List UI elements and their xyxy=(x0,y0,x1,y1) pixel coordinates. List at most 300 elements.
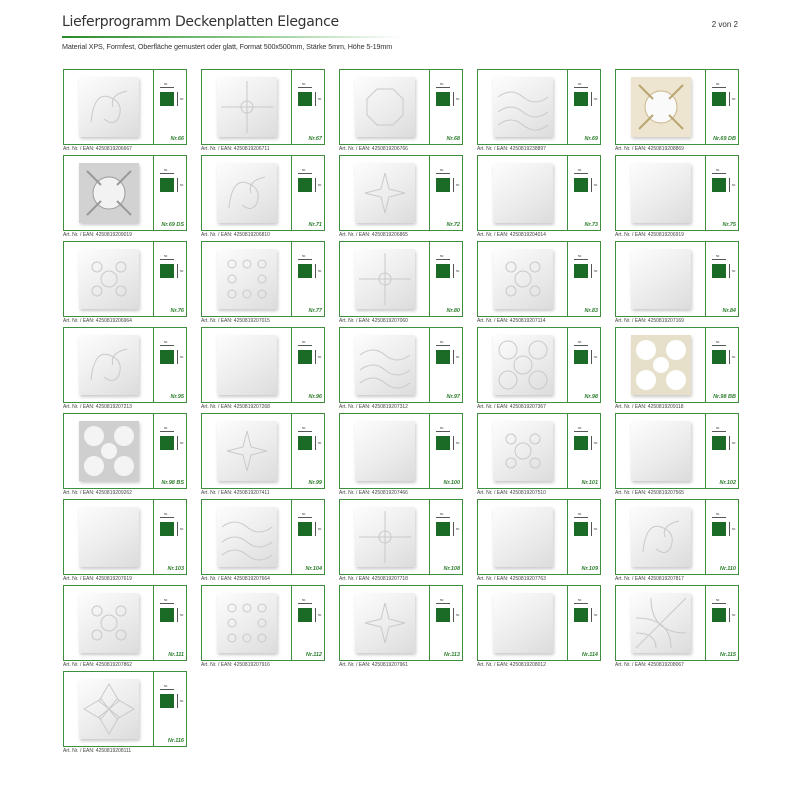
product-card xyxy=(339,241,463,317)
height-dimension-mark xyxy=(729,436,736,450)
ean-number: 4250819207015 xyxy=(233,318,270,324)
material-subtitle: Material XPS, Formfest, Oberfläche gemustert oder glatt, Format 500x500mm, Stärke 5mm, Höhe 5-19mm xyxy=(62,42,393,51)
ean-number: 4250819209262 xyxy=(95,490,132,496)
height-dimension-label: 50 xyxy=(180,97,184,101)
height-dimension-mark xyxy=(315,178,322,192)
ean-line xyxy=(477,576,546,582)
model-number: Nr.84 xyxy=(722,308,736,314)
product-spec-panel xyxy=(430,242,462,316)
height-dimension-label: 50 xyxy=(318,441,322,445)
ean-prefix: Art. Nr. / EAN: xyxy=(201,318,233,324)
height-dimension-label: 50 xyxy=(456,613,460,617)
height-dimension-label: 50 xyxy=(456,527,460,531)
ean-number: 4250819209118 xyxy=(647,404,684,410)
model-number: Nr.97 xyxy=(446,394,460,400)
ean-prefix: Art. Nr. / EAN: xyxy=(477,576,509,582)
ean-number: 4250819207169 xyxy=(647,318,684,324)
tile-size-swatch xyxy=(436,608,450,622)
tile-size-swatch xyxy=(574,522,588,536)
product-photo xyxy=(64,328,154,402)
model-number: Nr.69 DB xyxy=(713,136,736,142)
ean-prefix: Art. Nr. / EAN: xyxy=(63,576,95,582)
product-spec-panel xyxy=(568,328,600,402)
width-dimension-mark xyxy=(160,84,174,88)
product-photo xyxy=(64,414,154,488)
ean-prefix: Art. Nr. / EAN: xyxy=(477,490,509,496)
height-dimension-mark xyxy=(315,608,322,622)
model-number: Nr.71 xyxy=(308,222,322,228)
product-spec-panel xyxy=(154,70,186,144)
product-spec-panel xyxy=(706,156,738,230)
ean-number: 4250819207213 xyxy=(95,404,132,410)
ean-number: 4250819204014 xyxy=(509,232,546,238)
width-dimension-mark xyxy=(436,514,450,518)
model-number: Nr.102 xyxy=(719,480,736,486)
ean-line xyxy=(339,146,408,152)
product-card xyxy=(615,585,739,661)
height-dimension-mark xyxy=(315,436,322,450)
width-dimension-mark xyxy=(712,342,726,346)
model-number: Nr.98 BB xyxy=(713,394,736,400)
ceiling-tile-image xyxy=(493,421,553,481)
ean-number: 4250819206919 xyxy=(647,232,684,238)
width-dimension-label: 50 xyxy=(578,426,582,430)
product-card xyxy=(615,413,739,489)
ean-prefix: Art. Nr. / EAN: xyxy=(339,576,371,582)
ean-line xyxy=(201,490,270,496)
height-dimension-label: 50 xyxy=(594,527,598,531)
model-number: Nr.109 xyxy=(581,566,598,572)
width-dimension-mark xyxy=(298,84,312,88)
ean-line xyxy=(63,318,132,324)
height-dimension-mark xyxy=(453,178,460,192)
width-dimension-label: 50 xyxy=(440,340,444,344)
model-number: Nr.116 xyxy=(167,738,184,744)
model-number: Nr.115 xyxy=(719,652,736,658)
product-card xyxy=(615,155,739,231)
ean-number: 4250819206810 xyxy=(233,232,270,238)
height-dimension-label: 50 xyxy=(180,441,184,445)
ean-number: 4250819207510 xyxy=(509,490,546,496)
width-dimension-label: 50 xyxy=(578,340,582,344)
width-dimension-mark xyxy=(574,600,588,604)
width-dimension-label: 50 xyxy=(164,254,168,258)
product-photo xyxy=(64,586,154,660)
model-number: Nr.113 xyxy=(443,652,460,658)
product-photo xyxy=(340,156,430,230)
height-dimension-label: 50 xyxy=(594,355,598,359)
product-card xyxy=(615,69,739,145)
width-dimension-mark xyxy=(574,514,588,518)
height-dimension-label: 50 xyxy=(732,527,736,531)
width-dimension-label: 50 xyxy=(716,168,720,172)
width-dimension-mark xyxy=(160,600,174,604)
ceiling-tile-image xyxy=(631,249,691,309)
ean-prefix: Art. Nr. / EAN: xyxy=(477,146,509,152)
width-dimension-mark xyxy=(160,686,174,690)
height-dimension-mark xyxy=(591,92,598,106)
height-dimension-mark xyxy=(177,264,184,278)
product-item xyxy=(339,499,463,585)
width-dimension-mark xyxy=(298,600,312,604)
width-dimension-label: 50 xyxy=(578,254,582,258)
height-dimension-mark xyxy=(729,608,736,622)
model-number: Nr.95 xyxy=(170,394,184,400)
model-number: Nr.104 xyxy=(305,566,322,572)
model-number: Nr.112 xyxy=(305,652,322,658)
product-photo xyxy=(202,70,292,144)
ean-prefix: Art. Nr. / EAN: xyxy=(201,404,233,410)
ean-line xyxy=(339,318,408,324)
product-item xyxy=(201,585,325,671)
ean-prefix: Art. Nr. / EAN: xyxy=(201,146,233,152)
ean-line xyxy=(339,576,408,582)
ean-number: 4250819207664 xyxy=(233,576,270,582)
width-dimension-label: 50 xyxy=(440,598,444,602)
page-number: 2 von 2 xyxy=(711,20,738,29)
ceiling-tile-image xyxy=(79,163,139,223)
ean-prefix: Art. Nr. / EAN: xyxy=(63,146,95,152)
width-dimension-label: 50 xyxy=(440,512,444,516)
width-dimension-label: 50 xyxy=(164,168,168,172)
height-dimension-mark xyxy=(177,436,184,450)
product-spec-panel xyxy=(568,414,600,488)
height-dimension-label: 50 xyxy=(594,269,598,273)
product-item xyxy=(615,585,739,671)
tile-size-swatch xyxy=(160,92,174,106)
product-spec-panel xyxy=(154,156,186,230)
product-card xyxy=(477,155,601,231)
title-underline xyxy=(62,36,402,38)
height-dimension-label: 50 xyxy=(732,355,736,359)
product-item xyxy=(339,155,463,241)
ean-line xyxy=(63,232,132,238)
product-card xyxy=(63,155,187,231)
product-spec-panel xyxy=(292,156,324,230)
height-dimension-label: 50 xyxy=(456,183,460,187)
width-dimension-mark xyxy=(574,170,588,174)
ean-line xyxy=(477,318,546,324)
width-dimension-mark xyxy=(436,428,450,432)
ean-number: 4250819206667 xyxy=(95,146,132,152)
ean-number: 4250819207763 xyxy=(509,576,546,582)
ean-number: 4250819238897 xyxy=(509,146,546,152)
product-card xyxy=(201,499,325,575)
height-dimension-mark xyxy=(729,92,736,106)
product-photo xyxy=(478,328,568,402)
ean-prefix: Art. Nr. / EAN: xyxy=(63,404,95,410)
height-dimension-label: 50 xyxy=(732,97,736,101)
height-dimension-mark xyxy=(591,522,598,536)
model-number: Nr.73 xyxy=(584,222,598,228)
product-card xyxy=(201,585,325,661)
ean-number: 4250819207268 xyxy=(233,404,270,410)
tile-size-swatch xyxy=(160,178,174,192)
tile-size-swatch xyxy=(574,350,588,364)
width-dimension-mark xyxy=(298,342,312,346)
ean-line xyxy=(477,490,546,496)
product-item xyxy=(63,413,187,499)
height-dimension-label: 50 xyxy=(180,699,184,703)
ean-line xyxy=(201,318,270,324)
ean-number: 4250819207312 xyxy=(371,404,408,410)
ceiling-tile-image xyxy=(79,335,139,395)
ean-prefix: Art. Nr. / EAN: xyxy=(63,318,95,324)
ean-prefix: Art. Nr. / EAN: xyxy=(63,748,95,754)
height-dimension-mark xyxy=(177,350,184,364)
product-card xyxy=(63,413,187,489)
ean-line xyxy=(201,146,270,152)
product-spec-panel xyxy=(430,414,462,488)
ean-line xyxy=(339,490,408,496)
product-item xyxy=(477,585,601,671)
product-item xyxy=(615,241,739,327)
model-number: Nr.68 xyxy=(446,136,460,142)
width-dimension-label: 50 xyxy=(302,512,306,516)
ceiling-tile-image xyxy=(217,421,277,481)
tile-size-swatch xyxy=(298,178,312,192)
product-photo xyxy=(340,500,430,574)
product-spec-panel xyxy=(292,242,324,316)
width-dimension-mark xyxy=(160,170,174,174)
ceiling-tile-image xyxy=(355,421,415,481)
width-dimension-mark xyxy=(160,256,174,260)
product-photo xyxy=(64,500,154,574)
ean-prefix: Art. Nr. / EAN: xyxy=(339,662,371,668)
product-card xyxy=(339,155,463,231)
ean-line xyxy=(477,662,546,668)
tile-size-swatch xyxy=(712,350,726,364)
product-item xyxy=(477,69,601,155)
tile-size-swatch xyxy=(298,264,312,278)
model-number: Nr.99 xyxy=(308,480,322,486)
product-item xyxy=(615,69,739,155)
product-card xyxy=(477,327,601,403)
width-dimension-mark xyxy=(712,256,726,260)
product-item xyxy=(63,69,187,155)
width-dimension-mark xyxy=(712,514,726,518)
ean-prefix: Art. Nr. / EAN: xyxy=(615,318,647,324)
tile-size-swatch xyxy=(712,92,726,106)
height-dimension-mark xyxy=(315,264,322,278)
width-dimension-mark xyxy=(436,256,450,260)
ean-number: 4250819206964 xyxy=(95,318,132,324)
ean-prefix: Art. Nr. / EAN: xyxy=(201,662,233,668)
product-card xyxy=(201,155,325,231)
ean-prefix: Art. Nr. / EAN: xyxy=(339,490,371,496)
product-item xyxy=(201,155,325,241)
width-dimension-label: 50 xyxy=(164,426,168,430)
product-spec-panel xyxy=(154,328,186,402)
height-dimension-mark xyxy=(729,178,736,192)
product-spec-panel xyxy=(706,586,738,660)
product-item xyxy=(63,499,187,585)
ean-prefix: Art. Nr. / EAN: xyxy=(201,576,233,582)
product-spec-panel xyxy=(430,70,462,144)
product-card xyxy=(339,499,463,575)
ceiling-tile-image xyxy=(355,77,415,137)
ean-line xyxy=(615,662,684,668)
model-number: Nr.69 xyxy=(584,136,598,142)
model-number: Nr.67 xyxy=(308,136,322,142)
ean-line xyxy=(201,404,270,410)
ean-prefix: Art. Nr. / EAN: xyxy=(477,318,509,324)
ean-line xyxy=(477,146,546,152)
model-number: Nr.75 xyxy=(722,222,736,228)
ean-number: 4250819207862 xyxy=(95,662,132,668)
tile-size-swatch xyxy=(160,436,174,450)
tile-size-swatch xyxy=(160,694,174,708)
tile-size-swatch xyxy=(160,608,174,622)
product-card xyxy=(477,499,601,575)
product-card xyxy=(339,585,463,661)
ean-prefix: Art. Nr. / EAN: xyxy=(339,404,371,410)
width-dimension-label: 50 xyxy=(716,598,720,602)
ean-number: 4250819207916 xyxy=(233,662,270,668)
tile-size-swatch xyxy=(160,264,174,278)
product-item xyxy=(63,155,187,241)
product-photo xyxy=(64,156,154,230)
product-card xyxy=(339,327,463,403)
product-photo xyxy=(340,586,430,660)
height-dimension-label: 50 xyxy=(456,97,460,101)
product-card xyxy=(63,499,187,575)
tile-size-swatch xyxy=(436,350,450,364)
product-card xyxy=(63,327,187,403)
ean-line xyxy=(201,576,270,582)
tile-size-swatch xyxy=(436,522,450,536)
height-dimension-mark xyxy=(453,264,460,278)
ean-number: 4250819208012 xyxy=(509,662,546,668)
product-spec-panel xyxy=(292,586,324,660)
product-spec-panel xyxy=(154,500,186,574)
product-item xyxy=(477,155,601,241)
product-spec-panel xyxy=(154,586,186,660)
product-photo xyxy=(616,586,706,660)
width-dimension-label: 50 xyxy=(164,598,168,602)
width-dimension-label: 50 xyxy=(578,598,582,602)
width-dimension-mark xyxy=(712,170,726,174)
product-photo xyxy=(340,328,430,402)
height-dimension-mark xyxy=(315,350,322,364)
product-item xyxy=(477,413,601,499)
height-dimension-label: 50 xyxy=(594,613,598,617)
product-spec-panel xyxy=(568,586,600,660)
model-number: Nr.111 xyxy=(168,652,184,658)
height-dimension-mark xyxy=(315,522,322,536)
ean-prefix: Art. Nr. / EAN: xyxy=(339,146,371,152)
ean-prefix: Art. Nr. / EAN: xyxy=(339,232,371,238)
product-spec-panel xyxy=(430,586,462,660)
ceiling-tile-image xyxy=(79,421,139,481)
width-dimension-label: 50 xyxy=(440,426,444,430)
height-dimension-mark xyxy=(453,608,460,622)
ean-line xyxy=(63,662,132,668)
product-item xyxy=(615,413,739,499)
ean-line xyxy=(63,490,132,496)
width-dimension-label: 50 xyxy=(578,82,582,86)
width-dimension-label: 50 xyxy=(302,82,306,86)
product-card xyxy=(63,69,187,145)
ean-number: 4250819207411 xyxy=(233,490,270,496)
product-card xyxy=(615,327,739,403)
ceiling-tile-image xyxy=(79,679,139,739)
product-item xyxy=(63,327,187,413)
height-dimension-label: 50 xyxy=(732,613,736,617)
product-card xyxy=(63,671,187,747)
height-dimension-mark xyxy=(729,522,736,536)
height-dimension-label: 50 xyxy=(318,269,322,273)
model-number: Nr.114 xyxy=(581,652,598,658)
product-item xyxy=(201,499,325,585)
product-card xyxy=(477,241,601,317)
model-number: Nr.98 BS xyxy=(161,480,184,486)
width-dimension-mark xyxy=(298,170,312,174)
width-dimension-mark xyxy=(712,84,726,88)
tile-size-swatch xyxy=(160,350,174,364)
product-photo xyxy=(616,414,706,488)
product-spec-panel xyxy=(706,500,738,574)
ceiling-tile-image xyxy=(217,507,277,567)
ean-number: 4250819207817 xyxy=(647,576,684,582)
tile-size-swatch xyxy=(436,178,450,192)
product-item xyxy=(615,327,739,413)
product-spec-panel xyxy=(568,500,600,574)
ceiling-tile-image xyxy=(493,249,553,309)
height-dimension-mark xyxy=(591,436,598,450)
model-number: Nr.72 xyxy=(446,222,460,228)
ean-line xyxy=(615,490,684,496)
ceiling-tile-image xyxy=(217,335,277,395)
product-card xyxy=(477,413,601,489)
tile-size-swatch xyxy=(160,522,174,536)
height-dimension-mark xyxy=(177,178,184,192)
height-dimension-label: 50 xyxy=(456,355,460,359)
product-photo xyxy=(202,500,292,574)
product-photo xyxy=(202,328,292,402)
model-number: Nr.103 xyxy=(167,566,184,572)
height-dimension-mark xyxy=(591,178,598,192)
model-number: Nr.100 xyxy=(443,480,460,486)
ceiling-tile-image xyxy=(631,421,691,481)
ean-number: 4250819206766 xyxy=(371,146,408,152)
product-photo xyxy=(340,242,430,316)
model-number: Nr.96 xyxy=(308,394,322,400)
ceiling-tile-image xyxy=(217,249,277,309)
product-spec-panel xyxy=(154,242,186,316)
height-dimension-mark xyxy=(729,264,736,278)
ceiling-tile-image xyxy=(355,335,415,395)
product-spec-panel xyxy=(568,70,600,144)
model-number: Nr.76 xyxy=(170,308,184,314)
ean-line xyxy=(63,404,132,410)
ean-number: 4250819208111 xyxy=(95,748,132,754)
model-number: Nr.83 xyxy=(584,308,598,314)
product-photo xyxy=(478,70,568,144)
width-dimension-label: 50 xyxy=(578,512,582,516)
ean-number: 4250819207060 xyxy=(371,318,408,324)
width-dimension-label: 50 xyxy=(716,254,720,258)
ceiling-tile-image xyxy=(493,335,553,395)
ceiling-tile-image xyxy=(631,507,691,567)
ean-number: 4250819207565 xyxy=(647,490,684,496)
ean-line xyxy=(63,146,132,152)
ean-prefix: Art. Nr. / EAN: xyxy=(477,232,509,238)
tile-size-swatch xyxy=(436,264,450,278)
ean-line xyxy=(63,576,132,582)
ean-prefix: Art. Nr. / EAN: xyxy=(63,662,95,668)
width-dimension-label: 50 xyxy=(164,82,168,86)
